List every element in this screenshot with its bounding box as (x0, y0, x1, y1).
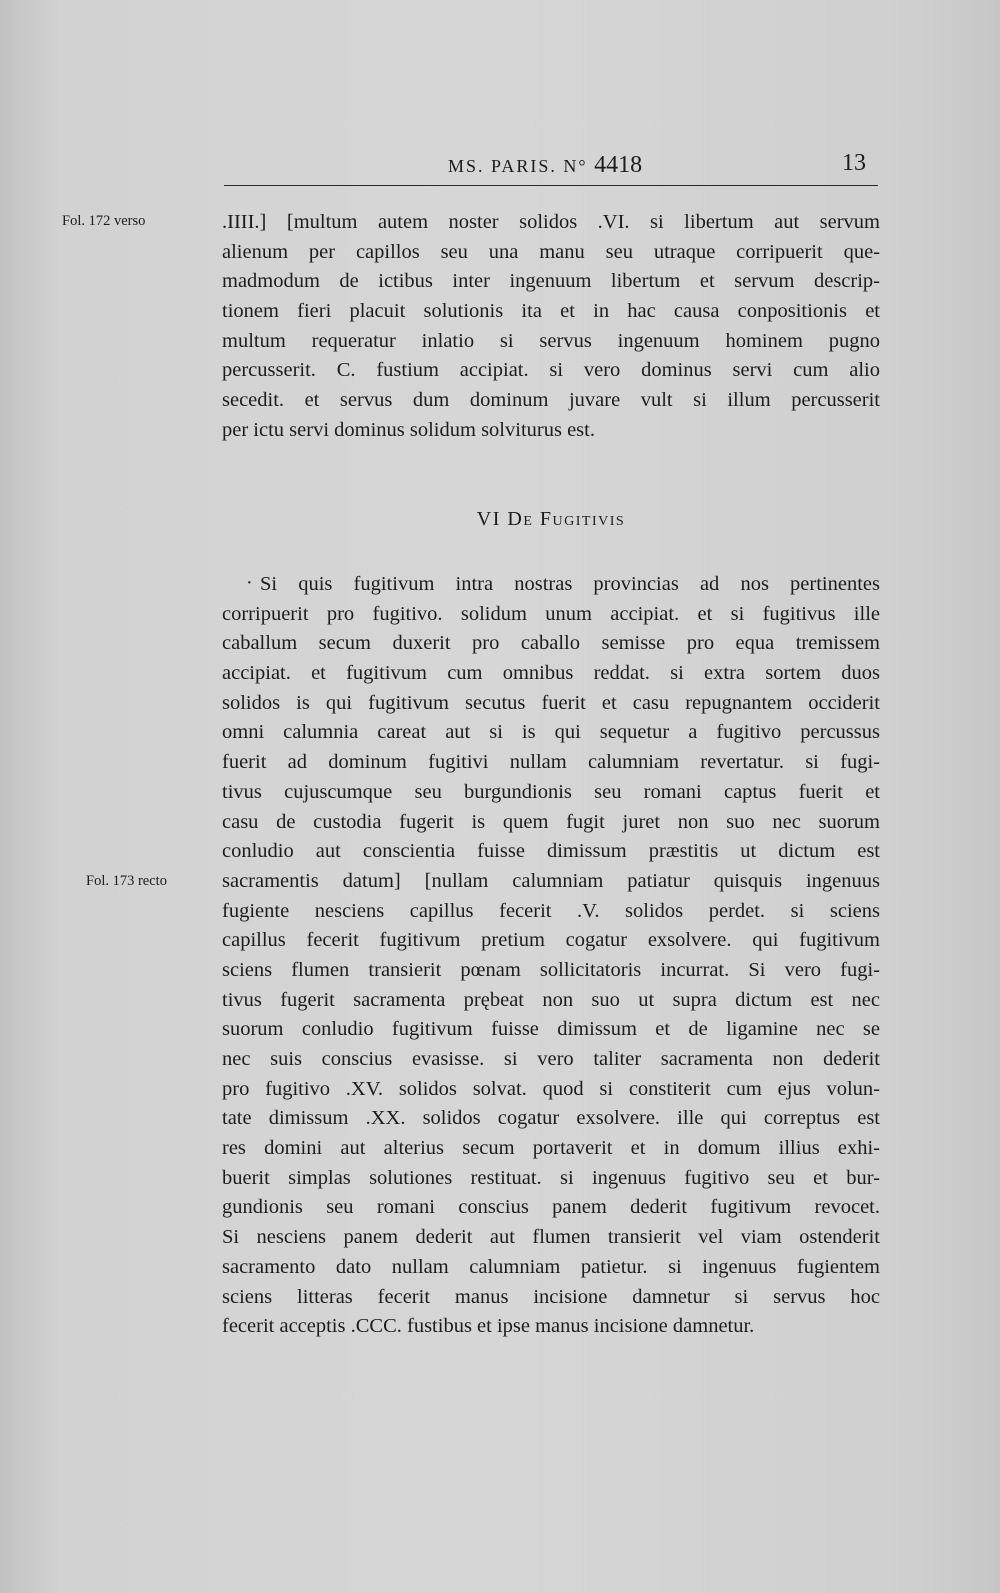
paragraph-2-line: sacramentis datum] [nullam calumniam patiatur quisquis ingenuus (222, 869, 880, 892)
paragraph-mark: · (246, 572, 253, 594)
paragraph-2-line: conludio aut conscientia fuisse dimissum præstitis ut dictum est (222, 840, 880, 863)
running-title-prefix: MS. PARIS. N° (448, 156, 595, 176)
paragraph-1-line: per ictu servi dominus solidum solviturus est. (222, 418, 595, 441)
paragraph-1-line: secedit. et servus dum dominum juvare vult si illum percusserit (222, 389, 880, 412)
paragraph-2-line: sciens litteras fecerit manus incisione damnetur si servus hoc (222, 1285, 880, 1308)
paragraph-2-line: tivus fugerit sacramenta prębeat non suo ut supra dictum est nec (222, 988, 880, 1011)
paragraph-1-line: .IIII.] [multum autem noster solidos .VI. si libertum aut servum (222, 211, 880, 233)
paragraph-1-line: tionem fieri placuit solutionis ita et in hac causa conpositionis et (222, 300, 880, 323)
paragraph-2-line: fecerit acceptis .CCC. fustibus et ipse manus incisione damnetur. (222, 1315, 755, 1338)
paragraph-2-line: tate dimissum .XX. solidos cogatur exsolvere. ille qui correptus est (222, 1107, 880, 1130)
margin-note-fol-172: Fol. 172 verso (62, 213, 146, 229)
paragraph-2-line: nec suis conscius evasisse. si vero taliter sacramenta non dederit (222, 1048, 880, 1070)
paragraph-2-line: gundionis seu romani conscius panem dederit fugitivum revocet. (222, 1196, 880, 1219)
paragraph-2-line: solidos is qui fugitivum secutus fuerit et casu repugnantem occiderit (222, 691, 880, 714)
section-heading: VI De Fugitivis (476, 508, 626, 530)
paragraph-2-line: sacramento dato nullam calumniam patietur. si ingenuus fugientem (222, 1255, 880, 1278)
margin-note-fol-173: Fol. 173 recto (86, 873, 167, 889)
paragraph-1-line: madmodum de ictibus inter ingenuum libertum et servum descrip- (222, 270, 880, 293)
page-number: 13 (842, 150, 866, 176)
paragraph-2-line: omni calumnia careat aut si is qui sequetur a fugitivo percussus (222, 721, 880, 744)
paragraph-2-line: res domini aut alterius secum portaverit et in domum illius exhi- (222, 1137, 880, 1160)
paragraph-2-line: sciens flumen transierit pœnam sollicitatoris incurrat. Si vero fugi- (222, 958, 880, 981)
paragraph-2-line: fuerit ad dominum fugitivi nullam calumniam revertatur. si fugi- (222, 751, 880, 774)
paragraph-2-line: casu de custodia fugerit is quem fugit juret non suo nec suorum (222, 810, 880, 833)
paragraph-2-line: corripuerit pro fugitivo. solidum unum accipiat. et si fugitivus ille (222, 602, 880, 625)
paragraph-2-line: capillus fecerit fugitivum pretium cogatur exsolvere. qui fugitivum (222, 929, 880, 952)
paragraph-2-line: Si nesciens panem dederit aut flumen transierit vel viam ostenderit (222, 1226, 880, 1249)
paragraph-2-line: buerit simplas solutiones restituat. si ingenuus fugitivo seu et bur- (222, 1166, 880, 1189)
paragraph-2-line: pro fugitivo .XV. solidos solvat. quod si constiterit cum ejus volun- (222, 1077, 880, 1100)
header-rule (224, 185, 878, 186)
paragraph-2-line: Si quis fugitivum intra nostras provincias ad nos pertinentes (260, 573, 880, 595)
paragraph-1-line: percusserit. C. fustium accipiat. si vero dominus servi cum alio (222, 359, 880, 382)
paragraph-2 (222, 570, 880, 1342)
manuscript-number: 4418 (594, 152, 643, 178)
paragraph-1 (222, 208, 880, 446)
paragraph-2-line: fugiente nesciens capillus fecerit .V. solidos perdet. si sciens (222, 899, 880, 922)
running-title (448, 152, 642, 179)
paragraph-2-line: tivus cujuscumque seu burgundionis seu romani captus fuerit et (222, 780, 880, 803)
paragraph-1-line: alienum per capillos seu una manu seu utraque corripuerit que- (222, 240, 880, 263)
paragraph-2-line: accipiat. et fugitivum cum omnibus reddat. si extra sortem duos (222, 662, 880, 685)
paragraph-2-line: caballum secum duxerit pro caballo semisse pro equa tremissem (222, 632, 880, 655)
running-head (220, 150, 880, 184)
paragraph-2-line: suorum conludio fugitivum fuisse dimissum et de ligamine nec se (222, 1018, 880, 1041)
paragraph-1-line: multum requeratur inlatio si servus ingenuum hominem pugno (222, 329, 880, 352)
